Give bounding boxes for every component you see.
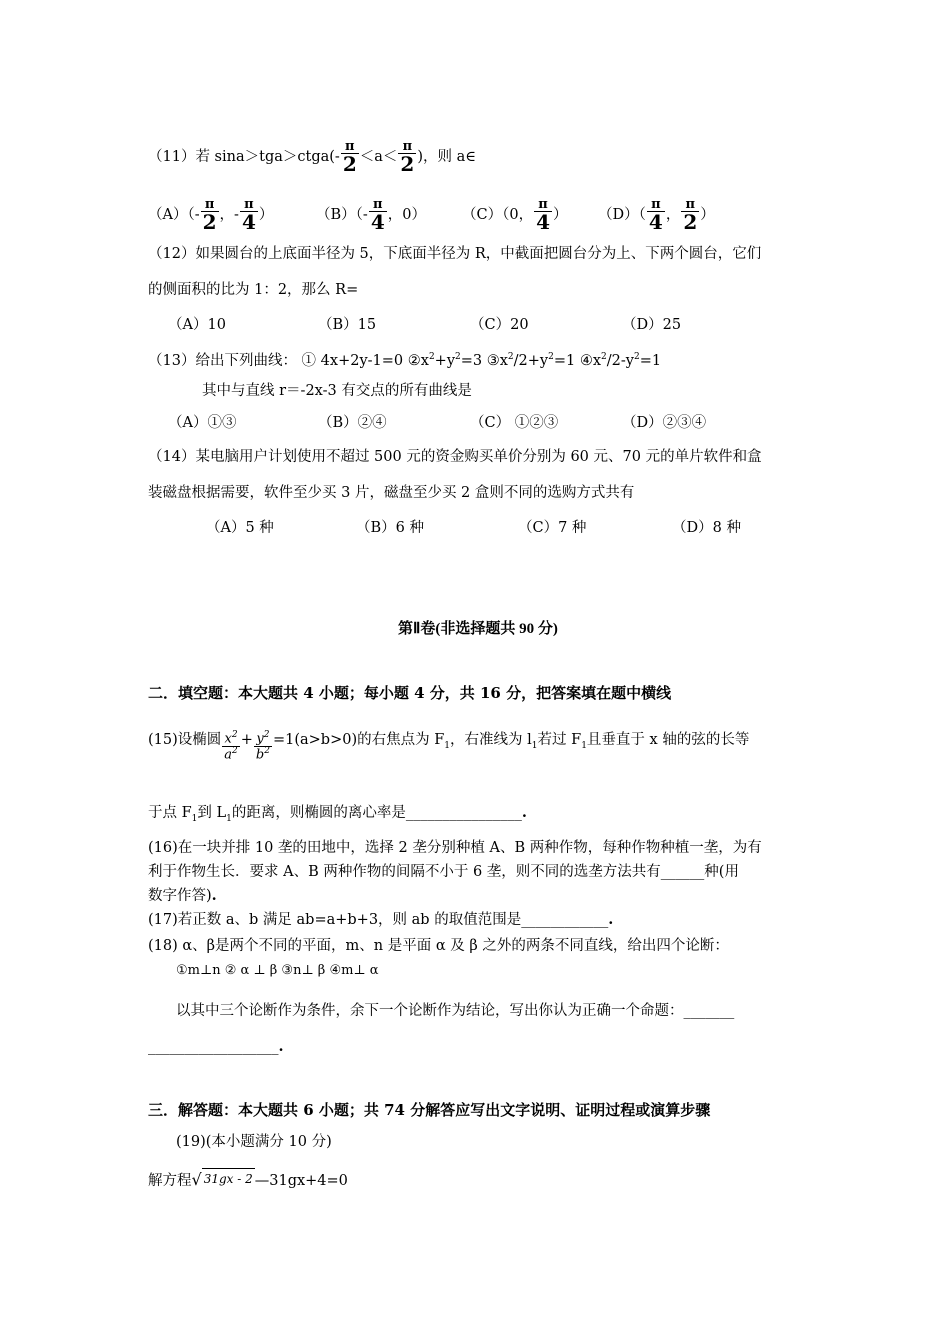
q13-line2: 其中与直线 r＝-2x-3 有交点的所有曲线是 bbox=[202, 383, 472, 399]
q14-line1: （14）某电脑用户计划使用不超过 500 元的资金购买单价分别为 60 元、70 元的单片软件和盒 bbox=[148, 449, 762, 465]
q19-equation: 解方程√ 31gx - 2 —31gx+4=0 bbox=[148, 1170, 348, 1189]
q11-prefix: （11）若 sina＞tga＞ctga(- bbox=[148, 149, 340, 165]
part2-heading: 二．填空题：本大题共 4 小题；每小题 4 分，共 16 分，把答案填在题中横线 bbox=[148, 684, 672, 702]
fraction-x2-over-a2: $\frac{x^2}{a^2}$ bbox=[224, 730, 238, 762]
part3-heading: 三．解答题：本大题共 6 小题；共 74 分解答应写出文字说明、证明过程或演算步骤 bbox=[148, 1101, 711, 1119]
radical-icon: √ bbox=[191, 1170, 202, 1189]
q14-option-a: （A）5 种 bbox=[206, 520, 274, 536]
q15-line1: (15)设椭圆 $\frac{x^2}{a^2}$ + $\frac{y^2}{b^2}$ =1(a>b>0)的右焦点为 $F_1$，右准线为 $l_1$若过 $F_1$且垂直于 x 轴的弦的长等 bbox=[148, 730, 750, 762]
q18-line3: 以其中三个论断作为条件，余下一个论断作为结论，写出你认为正确一个命题：_______ bbox=[176, 1003, 735, 1019]
q15-line2: 于点 $F_1$到 $L_1$的距离，则椭圆的离心率是________________. bbox=[148, 804, 527, 824]
q11-suffix: )，则 a∈ bbox=[417, 149, 476, 165]
q11-option-d: （D）（ $\frac{\pi}{4}$ ， $\frac{\pi}{2}$ ） bbox=[598, 197, 715, 234]
q18-line2: ①m⊥n ② α ⊥ β ③n⊥ β ④m⊥ α bbox=[176, 963, 379, 978]
q11-option-c: （C）（0， $\frac{\pi}{4}$ ） bbox=[462, 197, 568, 234]
q13-line1: （13）给出下列曲线： ① 4x+2y-1=0 $②x^2+y^2=3$ $③x^2/2+y^2=1$ $④x^2/2-y^2=1$ bbox=[148, 352, 662, 369]
q13-option-a: （A）①③ bbox=[168, 415, 237, 431]
q14-option-d: （D）8 种 bbox=[672, 520, 741, 536]
section2-title: 第Ⅱ卷(非选择题共 90 分) bbox=[398, 621, 558, 637]
q11-option-b: （B）（- $\frac{\pi}{4}$ ，0） bbox=[316, 197, 426, 234]
q18-line4: __________________. bbox=[148, 1038, 284, 1055]
q14-line2: 装磁盘根据需要，软件至少买 3 片，磁盘至少买 2 盒则不同的选购方式共有 bbox=[148, 485, 635, 501]
q12-line2: 的侧面积的比为 1：2，那么 R= bbox=[148, 282, 359, 298]
q19-header: (19)(本小题满分 10 分) bbox=[176, 1134, 332, 1150]
q11-line bbox=[148, 140, 476, 174]
q11-option-a: （A）（- $\frac{\pi}{2}$ ，- $\frac{\pi}{4}$ ） bbox=[148, 197, 274, 234]
q13-option-c: （C） ①②③ bbox=[470, 415, 559, 431]
q17-line: (17)若正数 a、b 满足 ab=a+b+3，则 ab 的取值范围是____________. bbox=[148, 911, 614, 928]
q14-option-b: （B）6 种 bbox=[356, 520, 424, 536]
q13-option-d: （D）②③④ bbox=[622, 415, 707, 431]
q11-mid: ＜a＜ bbox=[359, 149, 398, 165]
q12-line1: （12）如果圆台的上底面半径为 5，下底面半径为 R，中截面把圆台分为上、下两个圆台，它们 bbox=[148, 246, 762, 262]
q18-line1: (18) α、β是两个不同的平面，m、n 是平面 α 及 β 之外的两条不同直线，给出四个论断： bbox=[148, 938, 729, 954]
fraction-y2-over-b2: $\frac{y^2}{b^2}$ bbox=[255, 730, 270, 762]
fraction-pi-over-2: $\frac{\pi}{2}$ bbox=[400, 139, 415, 176]
q12-option-a: （A）10 bbox=[168, 317, 226, 333]
q14-option-c: （C）7 种 bbox=[518, 520, 587, 536]
fraction-pi-over-2: $\frac{\pi}{2}$ bbox=[342, 139, 357, 176]
q12-option-d: （D）25 bbox=[622, 317, 682, 333]
q16-line2: 利于作物生长．要求 A、B 两种作物的间隔不小于 6 垄，则不同的选垄方法共有______种(用 bbox=[148, 864, 739, 880]
radicand: 31gx - 2 bbox=[202, 1168, 255, 1189]
q12-option-c: （C）20 bbox=[470, 317, 529, 333]
q13-option-b: （B）②④ bbox=[318, 415, 387, 431]
q16-line1: (16)在一块并排 10 垄的田地中，选择 2 垄分别种植 A、B 两种作物，每种作物种植一垄，为有 bbox=[148, 840, 762, 856]
q16-line3: 数字作答). bbox=[148, 887, 217, 904]
q12-option-b: （B）15 bbox=[318, 317, 377, 333]
